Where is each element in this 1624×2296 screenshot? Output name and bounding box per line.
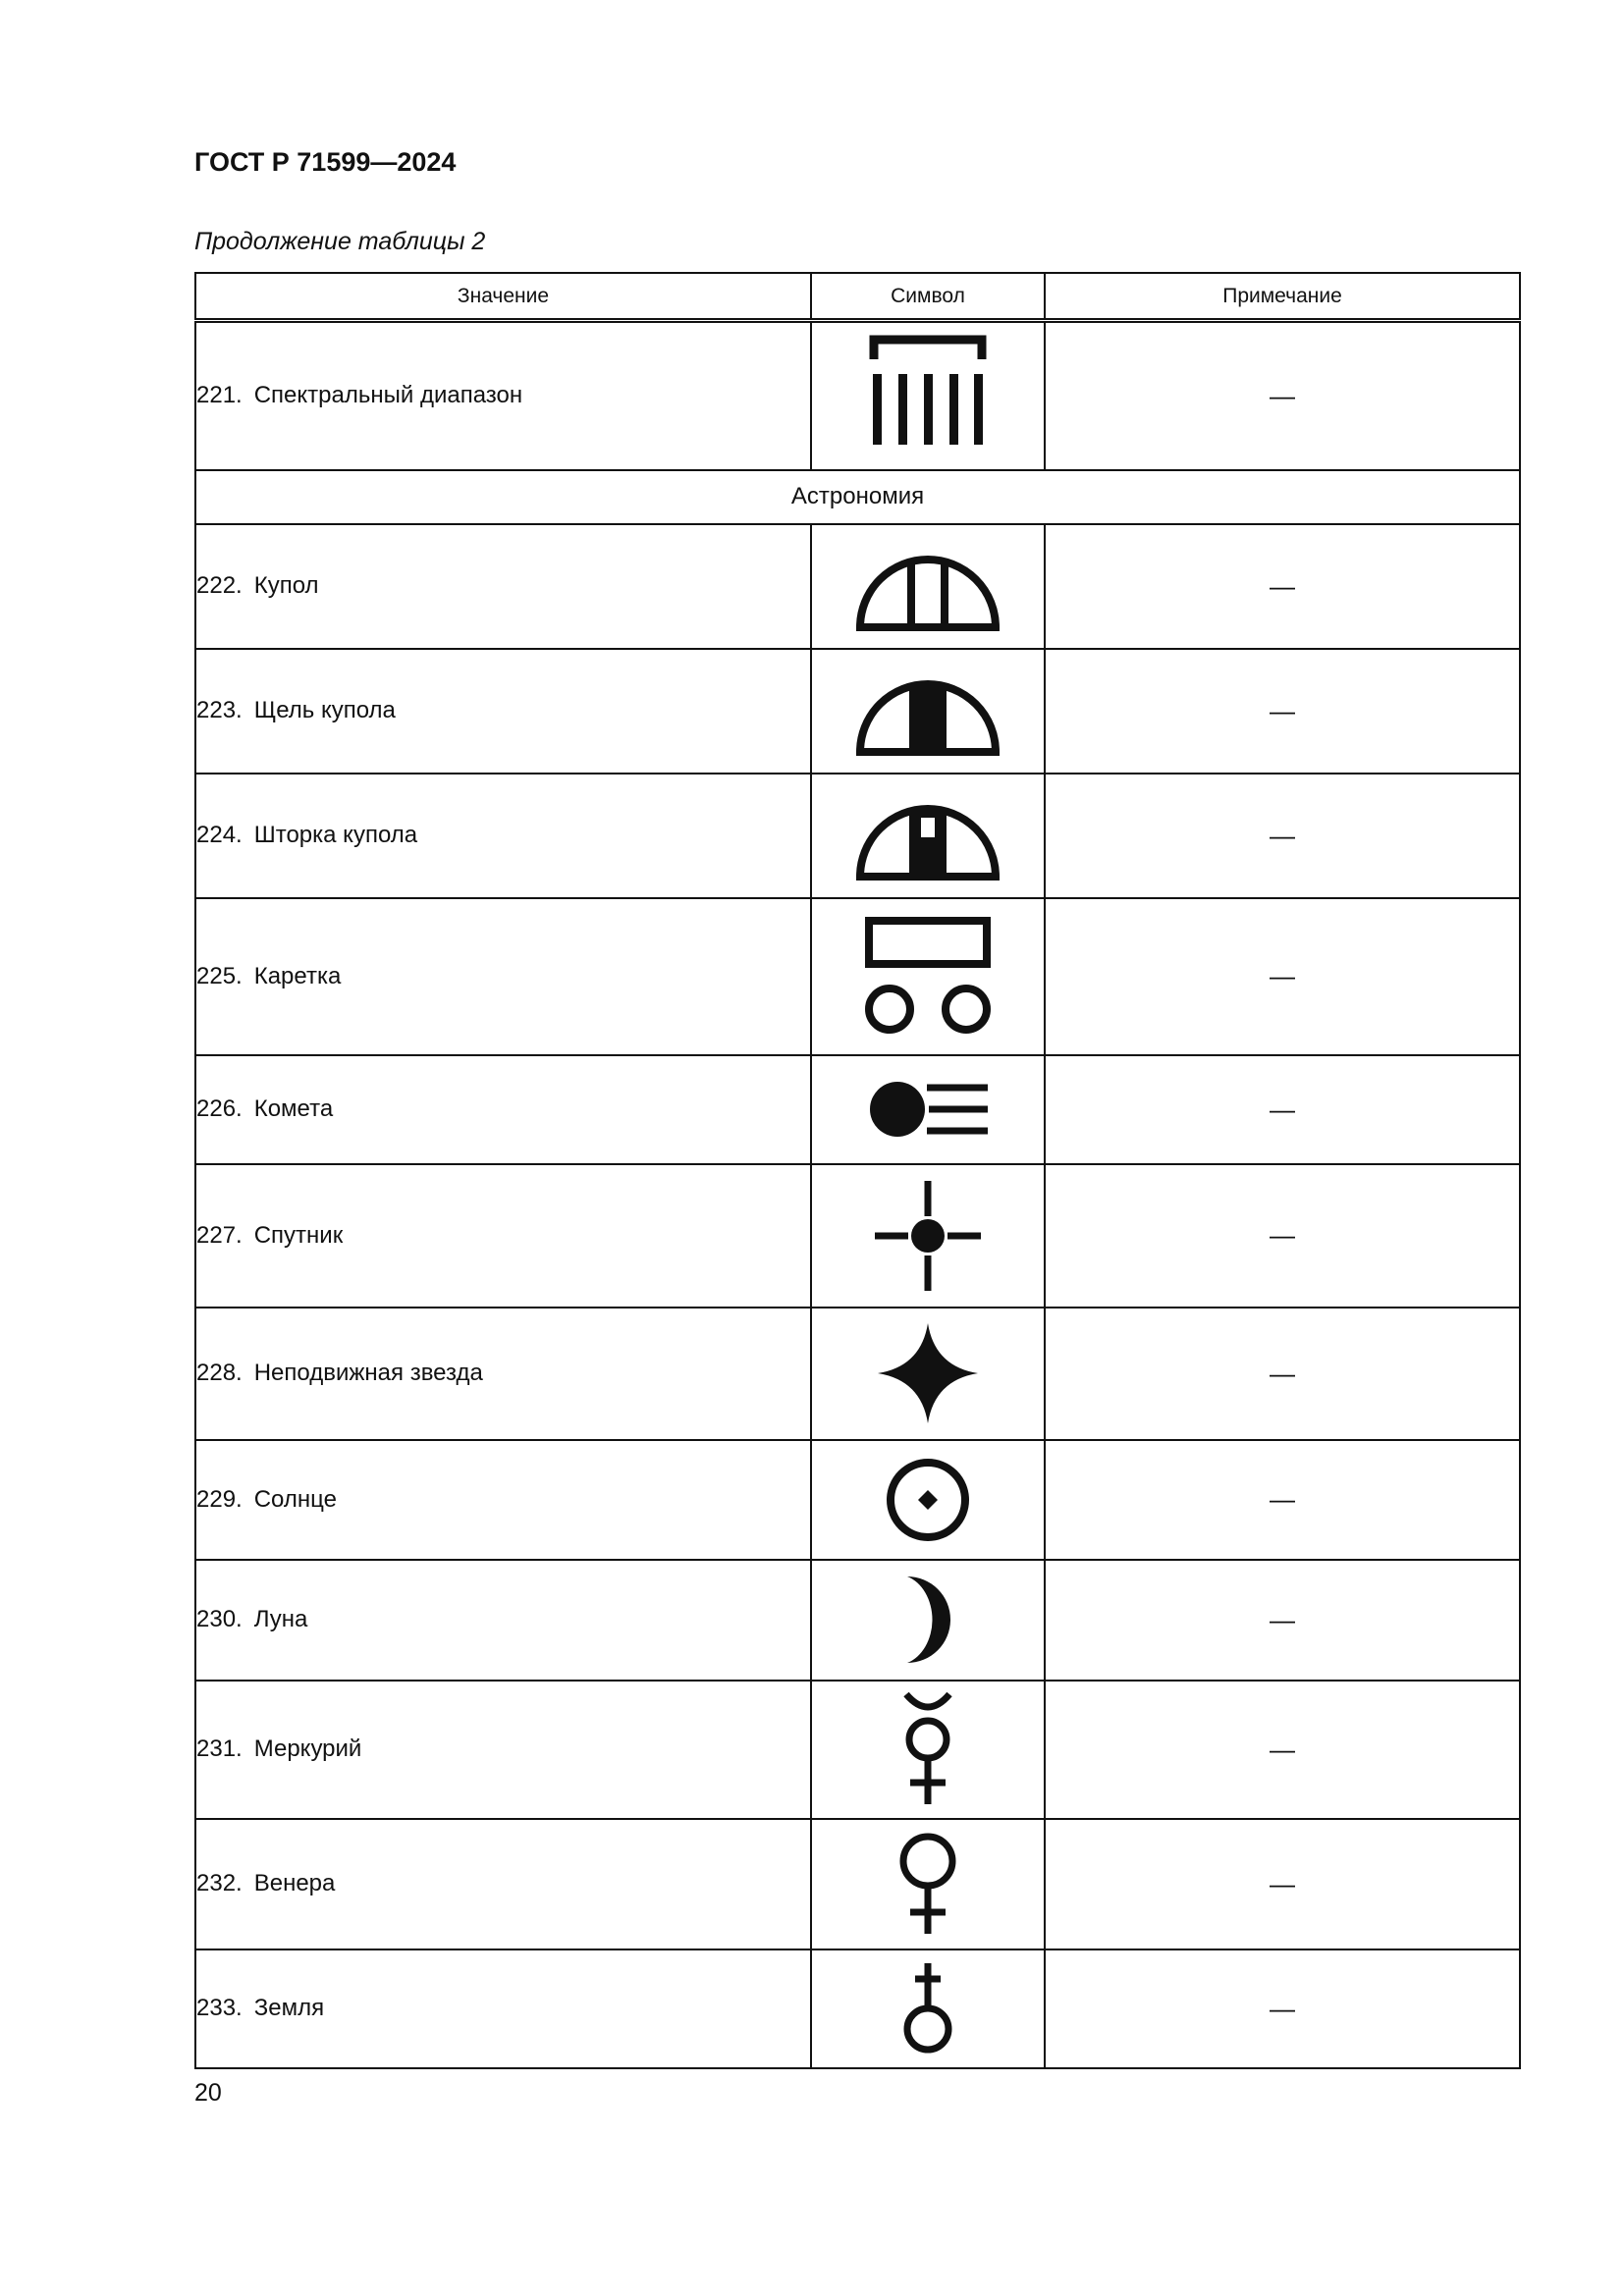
satellite-icon bbox=[869, 1177, 987, 1295]
row-number: 230. bbox=[196, 1606, 243, 1632]
table-header-row bbox=[195, 273, 1520, 321]
spectral-range-icon bbox=[864, 332, 992, 459]
note-cell: — bbox=[1045, 1819, 1520, 1949]
row-number: 227. bbox=[196, 1221, 243, 1249]
table-row bbox=[195, 321, 1520, 470]
row-number: 232. bbox=[196, 1870, 243, 1896]
row-label: Спутник bbox=[253, 1221, 344, 1249]
sun-icon bbox=[884, 1456, 972, 1544]
venus-icon bbox=[889, 1830, 967, 1938]
dome-icon bbox=[854, 537, 1001, 635]
row-number: 222. bbox=[196, 572, 243, 599]
note-cell: — bbox=[1045, 524, 1520, 649]
dome-slit-icon bbox=[854, 662, 1001, 760]
note-cell: — bbox=[1045, 1560, 1520, 1681]
row-label: Купол bbox=[253, 572, 319, 599]
table-row bbox=[195, 1681, 1520, 1819]
mercury-icon bbox=[889, 1690, 967, 1808]
section-row bbox=[195, 470, 1520, 524]
row-number: 224. bbox=[196, 822, 243, 848]
row-number: 231. bbox=[196, 1735, 243, 1762]
row-number: 228. bbox=[196, 1360, 243, 1386]
page-number: 20 bbox=[194, 2079, 222, 2107]
row-number: 229. bbox=[196, 1485, 243, 1513]
column-header-note: Примечание bbox=[1045, 273, 1520, 321]
note-cell: — bbox=[1045, 1164, 1520, 1308]
column-header-symbol: Символ bbox=[811, 273, 1045, 321]
row-label: Меркурий bbox=[253, 1735, 362, 1762]
row-number: 221. bbox=[196, 382, 243, 409]
note-cell: — bbox=[1045, 898, 1520, 1055]
table-row bbox=[195, 1308, 1520, 1440]
table-caption: Продолжение таблицы 2 bbox=[194, 228, 486, 255]
symbols-table bbox=[194, 272, 1521, 2069]
row-number: 223. bbox=[196, 697, 243, 723]
row-label: Каретка bbox=[253, 962, 342, 989]
note-cell: — bbox=[1045, 1681, 1520, 1819]
row-label: Шторка купола bbox=[253, 822, 418, 848]
note-cell: — bbox=[1045, 774, 1520, 898]
table-row bbox=[195, 774, 1520, 898]
carriage-icon bbox=[859, 913, 997, 1041]
row-label: Солнце bbox=[253, 1485, 337, 1513]
note-cell: — bbox=[1045, 1440, 1520, 1560]
row-label: Венера bbox=[253, 1870, 336, 1896]
moon-icon bbox=[893, 1571, 962, 1669]
note-cell: — bbox=[1045, 1949, 1520, 2068]
row-label: Щель купола bbox=[253, 697, 396, 723]
table-row bbox=[195, 649, 1520, 774]
note-cell: — bbox=[1045, 649, 1520, 774]
row-number: 233. bbox=[196, 1995, 243, 2021]
row-label: Неподвижная звезда bbox=[253, 1360, 483, 1386]
row-label: Спектральный диапазон bbox=[253, 382, 523, 409]
comet-icon bbox=[864, 1075, 992, 1144]
table-row bbox=[195, 1819, 1520, 1949]
row-label: Комета bbox=[253, 1095, 334, 1122]
row-label: Луна bbox=[253, 1606, 308, 1632]
table-row bbox=[195, 1949, 1520, 2068]
section-title: Астрономия bbox=[195, 470, 1520, 524]
table-row bbox=[195, 898, 1520, 1055]
column-header-meaning: Значение bbox=[195, 273, 811, 321]
row-number: 226. bbox=[196, 1095, 243, 1122]
table-row bbox=[195, 1560, 1520, 1681]
note-cell: — bbox=[1045, 1308, 1520, 1440]
dome-shutter-icon bbox=[854, 786, 1001, 884]
note-cell: — bbox=[1045, 1055, 1520, 1164]
earth-icon bbox=[893, 1959, 962, 2057]
row-label: Земля bbox=[253, 1995, 325, 2021]
table-row bbox=[195, 1055, 1520, 1164]
table-row bbox=[195, 1440, 1520, 1560]
fixed-star-icon bbox=[874, 1319, 982, 1427]
row-number: 225. bbox=[196, 962, 243, 989]
document-header: ГОСТ Р 71599—2024 bbox=[194, 147, 457, 177]
table-row bbox=[195, 1164, 1520, 1308]
note-cell: — bbox=[1045, 321, 1520, 470]
table-row bbox=[195, 524, 1520, 649]
